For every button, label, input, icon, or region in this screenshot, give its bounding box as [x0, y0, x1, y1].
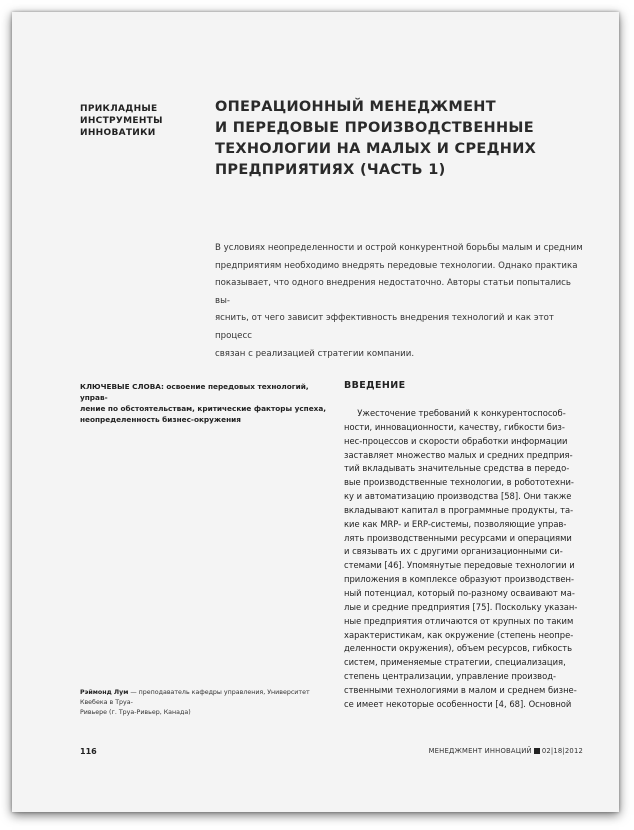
- article-lead: В условиях неопределенности и острой конкурентной борьбы малым и средним предприятиям необходимо внедрять передовые технологии. Однако практика показывает, что одного внедрения недостаточно. Авторы статьи попытались вы- яснить, от чего зависит эффективность внедрения технологий и как этот процесс связан с реализацией стратегии компании.: [215, 243, 583, 359]
- journal-name: МЕНЕДЖМЕНТ ИННОВАЦИЙ: [428, 747, 532, 755]
- section-rubric: ПРИКЛАДНЫЕ ИНСТРУМЕНТЫ ИННОВАТИКИ: [80, 104, 163, 138]
- article-title: ОПЕРАЦИОННЫЙ МЕНЕДЖМЕНТ И ПЕРЕДОВЫЕ ПРОИЗВОДСТВЕННЫЕ ТЕХНОЛОГИИ НА МАЛЫХ И СРЕДНИХ ПРЕДПРИЯТИЯХ (ЧАСТЬ 1): [215, 99, 537, 178]
- author-name: Рэймонд Лум: [80, 689, 129, 696]
- section-heading: ВВЕДЕНИЕ: [344, 380, 406, 391]
- page-sheet: [12, 12, 619, 812]
- page-number: 116: [80, 747, 97, 756]
- keywords: КЛЮЧЕВЫЕ СЛОВА: освоение передовых технологий, управ- ление по обстоятельствам, критические факторы успеха, неопределенность бизнес-окружения: [80, 382, 327, 424]
- issue-number: 02|18|2012: [541, 747, 583, 755]
- square-separator-icon: [534, 748, 540, 754]
- body-text: Ужесточение требований к конкурентоспособ- ности, инновационности, качеству, гибкости биз- нес-процессов и скорости обработки информации заставляет множество малых и средних предприя- тий вкладывать значительные средства в передо- вые производственные технологии, в робототехни- ку и автоматизацию производства [58]. Они также вкладывают капитал в программные продукты, та- кие как MRP- и ERP-системы, позволяющие управ- лять производственными ресурсами и операциями и связывать их с другими организационными си- стемами [46]. Упомянутые передовые технологии и приложения в комплексе образуют производствен- ный потенциал, который по-разному осваивают ма- лые и средние предприятия [75]. Поскольку указан- ные предприятия отличаются от крупных по таким характеристикам, как окружение (степень неопре- деленности окружения), объем ресурсов, гибкость систем, применяемые стратегии, специализация, степень централизации, управление производ- ственными технологиями в малом и среднем бизне- се имеет некоторые особенности [4, 68]. Основной: [344, 408, 578, 709]
- author-note: [80, 688, 330, 718]
- author-description: — преподаватель кафедры управления, Университет Квебека в Труа- Ривьере (г. Труа-Ривьер, Канада): [80, 689, 310, 716]
- running-footer: [429, 747, 583, 755]
